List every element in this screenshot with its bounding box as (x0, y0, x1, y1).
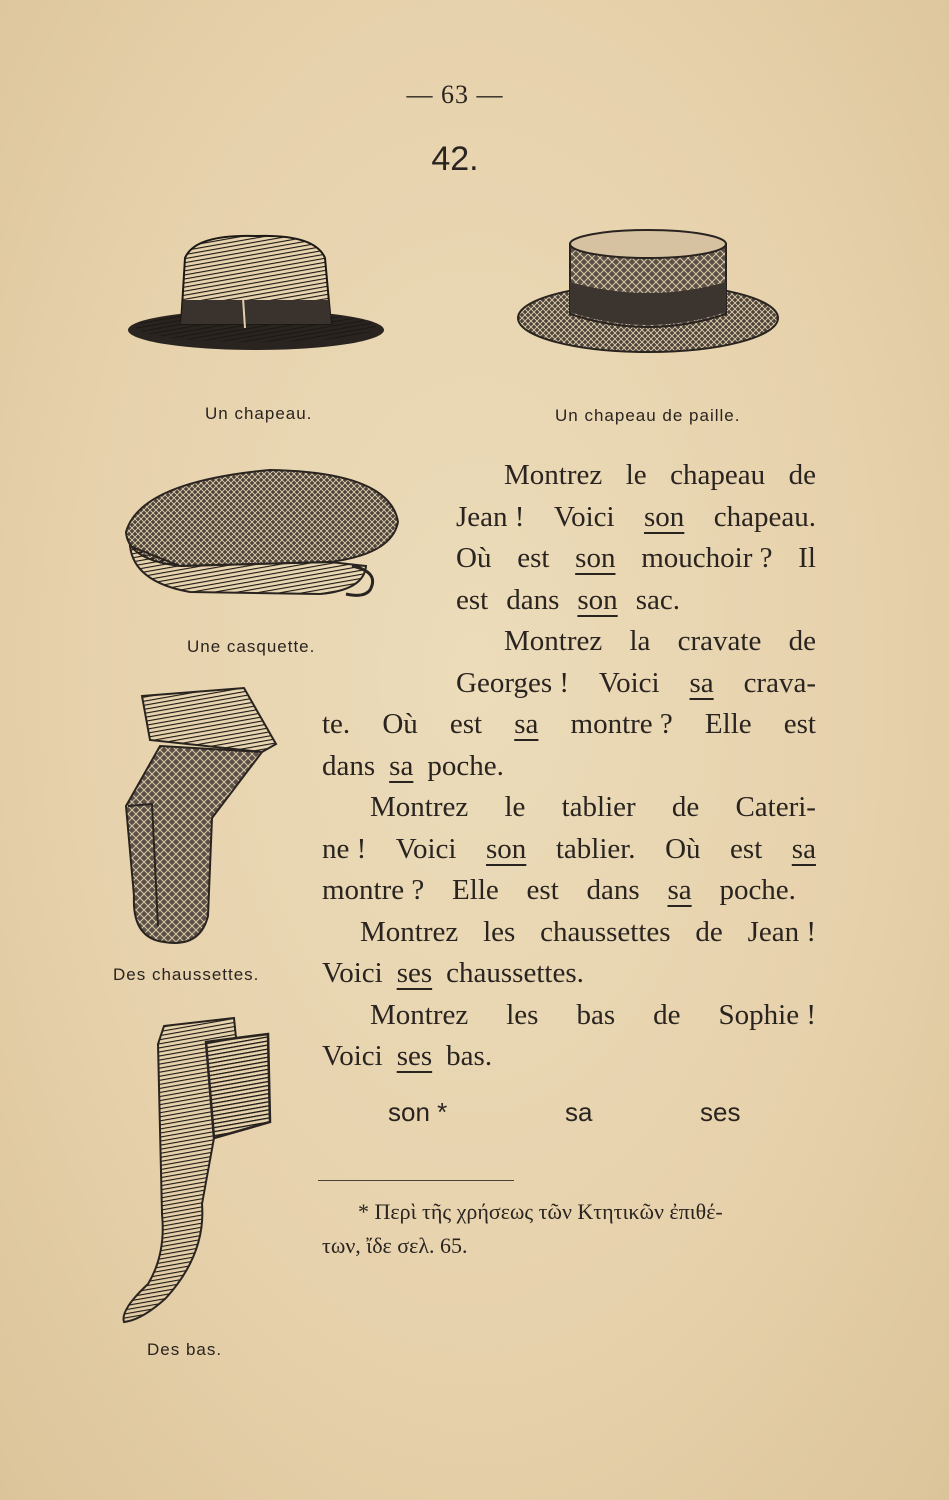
possessive-word: sa (389, 749, 414, 782)
word: Jean ! (747, 915, 816, 948)
text-line (322, 1036, 816, 1078)
word: Georges ! (456, 666, 570, 699)
word: bas. (446, 1040, 493, 1072)
word: Où (456, 542, 492, 574)
word: Montrez (504, 459, 603, 491)
text-line (322, 746, 816, 788)
word: Voici (322, 1040, 383, 1072)
possessive-word: sa (791, 832, 816, 865)
word: les (506, 998, 539, 1031)
straw-hat-illustration (516, 222, 780, 356)
footnote (322, 1195, 816, 1263)
word: bas (576, 998, 616, 1031)
paragraph-2 (322, 621, 816, 787)
word: est (526, 874, 559, 906)
lesson-number: 42. (431, 140, 479, 178)
word: est (449, 708, 483, 740)
word: tablier. (555, 832, 636, 865)
footnote-rule (318, 1180, 514, 1181)
stockings-illustration (118, 1014, 274, 1326)
word: le (504, 791, 526, 823)
possessive-word: sa (689, 666, 714, 699)
word: chapeau (670, 459, 766, 491)
word: chapeau. (713, 500, 816, 533)
socks-caption: Des chaussettes. (113, 965, 260, 984)
hat-caption: Un chapeau. (205, 404, 313, 423)
text-line (370, 787, 816, 829)
page-number: — 63 — (406, 80, 504, 109)
word: dans (322, 749, 376, 782)
word: Elle (704, 708, 752, 740)
word: de (671, 791, 700, 823)
socks-illustration (112, 686, 284, 950)
word: montre ? (570, 708, 673, 740)
word: Elle (452, 874, 499, 906)
text-line (322, 704, 816, 746)
word: ne ! (322, 832, 367, 865)
word: les (483, 915, 516, 948)
word: tablier (561, 791, 636, 823)
word: est (456, 583, 489, 616)
possessive-word: ses (396, 1040, 433, 1072)
pronoun-ses: ses (700, 1097, 741, 1127)
word: de (653, 998, 681, 1031)
possessive-word: son (577, 583, 618, 616)
text-line (322, 953, 816, 995)
lesson-text (322, 455, 816, 1078)
text-line (456, 538, 816, 580)
word: Montrez (504, 625, 603, 657)
word: cravate (677, 625, 762, 657)
footnote-line: των, ἴδε σελ. 65. (322, 1233, 468, 1258)
word: Il (798, 542, 816, 574)
word: Montrez (360, 915, 459, 948)
word: poche. (427, 749, 504, 782)
word: te. (322, 708, 351, 740)
word: est (517, 542, 550, 574)
word: Où (665, 832, 701, 865)
footnote-line: * Περὶ τῆς χρήσεως τῶν Κτητικῶν ἐπιθέ- (358, 1199, 723, 1224)
paragraph-4 (322, 912, 816, 995)
word: de (788, 459, 816, 491)
paragraph-5 (322, 995, 816, 1078)
word: Sophie ! (718, 998, 816, 1031)
possessive-word: son (644, 500, 685, 533)
word: Voici (598, 666, 660, 699)
word: est (783, 708, 816, 740)
word: Jean ! (456, 500, 525, 533)
text-line (456, 663, 816, 705)
word: Voici (553, 500, 615, 533)
possessive-word: son (575, 542, 616, 574)
stockings-caption: Des bas. (147, 1340, 223, 1359)
word: Voici (322, 957, 383, 989)
word: Montrez (370, 791, 469, 823)
text-line (456, 580, 816, 622)
word: poche. (719, 874, 796, 906)
text-line (456, 497, 816, 539)
word: la (629, 625, 651, 657)
word: chaussettes. (446, 957, 584, 989)
word: crava- (743, 666, 816, 699)
possessive-word: ses (396, 957, 433, 989)
word: Où (382, 708, 418, 740)
text-line (322, 829, 816, 871)
text-line (322, 870, 816, 912)
word: Voici (395, 832, 457, 865)
text-line (370, 995, 816, 1037)
word: dans (506, 583, 560, 616)
possessive-word: sa (667, 874, 692, 906)
word: montre ? (322, 874, 425, 906)
paragraph-3 (322, 787, 816, 912)
word: est (730, 832, 763, 865)
paragraph-1 (322, 455, 816, 621)
straw-hat-caption: Un chapeau de paille. (555, 406, 741, 425)
felt-hat-illustration (125, 228, 387, 356)
possessive-word: son (486, 832, 527, 865)
text-line (504, 455, 816, 497)
possessive-word: sa (514, 708, 539, 740)
word: le (625, 459, 647, 491)
cap-caption: Une casquette. (187, 637, 316, 656)
word: sac. (635, 583, 680, 616)
word: Montrez (370, 998, 469, 1031)
word: de (788, 625, 816, 657)
word: de (695, 915, 723, 948)
text-line (504, 621, 816, 663)
pronoun-sa: sa (565, 1097, 593, 1127)
word: mouchoir ? (641, 542, 773, 574)
text-line (360, 912, 816, 954)
word: Cateri- (735, 791, 816, 823)
word: chaussettes (540, 915, 671, 948)
pronoun-son: son * (388, 1097, 448, 1127)
word: dans (586, 874, 640, 906)
